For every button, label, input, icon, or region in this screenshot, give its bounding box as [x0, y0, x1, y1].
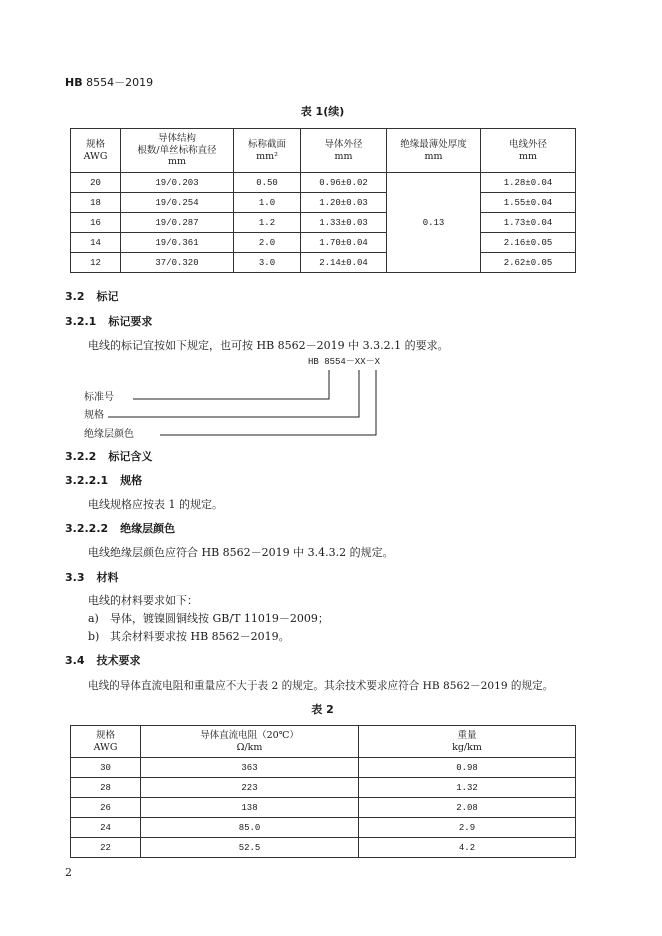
header-line: kg/km: [452, 741, 482, 753]
section-heading-3-2-2-1: [65, 474, 142, 488]
marking-code: HB 8554－XX－X: [308, 357, 381, 367]
table-1-caption: 表 1(续): [300, 105, 345, 118]
cell-resistance: 363: [141, 758, 359, 778]
paragraph-marking-rule: 电线的标记宜按如下规定，也可按 HB 8562－2019 中 3.3.2.1 的要求。: [88, 339, 449, 352]
cell-awg: 26: [71, 798, 141, 818]
cell-awg: 16: [71, 213, 121, 233]
header-line: 规格: [95, 730, 115, 741]
cell-wire-od: 1.55±0.04: [481, 193, 576, 213]
cell-wire-od: 1.28±0.04: [481, 173, 576, 193]
list-marker: b): [88, 630, 100, 643]
header-line: AWG: [93, 741, 118, 753]
header-line: 标称截面: [247, 139, 286, 150]
standard-prefix: HB: [65, 76, 83, 89]
cell-resistance: 138: [141, 798, 359, 818]
header-line: 重量: [457, 730, 477, 741]
header-awg: [71, 726, 141, 758]
cell-conductor-od: 0.96±0.02: [301, 173, 387, 193]
paragraph-materials-intro: 电线的材料要求如下：: [88, 594, 198, 607]
header-line: mm: [518, 150, 538, 162]
section-title: 绝缘层颜色: [120, 522, 176, 535]
section-number: 3.2.2: [65, 450, 97, 463]
leader-line-specification: [108, 370, 359, 417]
cell-structure: 19/0.254: [121, 193, 234, 213]
table-2-caption: 表 2: [311, 703, 334, 716]
paragraph-specification: 电线规格应按表 1 的规定。: [88, 498, 223, 511]
cell-weight: 2.08: [359, 798, 576, 818]
list-item-text: 导体，镀镍圆铜线按 GB/T 11019－2009；: [110, 612, 329, 625]
cell-area: 1.2: [234, 213, 301, 233]
header-line: mm: [424, 150, 443, 162]
header-line: 规格: [85, 139, 105, 150]
cell-awg: 18: [71, 193, 121, 213]
cell-wire-od: 1.73±0.04: [481, 213, 576, 233]
cell-area: 0.50: [234, 173, 301, 193]
page-number: 2: [65, 866, 72, 879]
label-specification: 规格: [84, 410, 104, 421]
cell-area: 1.0: [234, 193, 301, 213]
cell-awg: 30: [71, 758, 141, 778]
cell-structure: 37/0.320: [121, 253, 234, 273]
cell-conductor-od: 2.14±0.04: [301, 253, 387, 273]
header-weight: [359, 726, 576, 758]
header-line: 导体直流电阻（20℃）: [200, 730, 299, 741]
section-number: 3.4: [65, 654, 85, 667]
table-row: [71, 778, 576, 798]
header-line: mm: [167, 156, 187, 168]
table-row: [71, 798, 576, 818]
list-item: [88, 630, 290, 644]
section-title: 标记要求: [108, 315, 153, 328]
cell-structure: 19/0.287: [121, 213, 234, 233]
section-title: 标记含义: [108, 450, 153, 463]
section-number: 3.2.2.2: [65, 522, 109, 535]
header-line: AWG: [83, 150, 108, 162]
cell-structure: 19/0.203: [121, 173, 234, 193]
section-title: 规格: [120, 474, 143, 487]
cell-resistance: 85.0: [141, 818, 359, 838]
header-line: 根数/单丝标称直径: [137, 144, 217, 156]
header-line: mm²: [256, 150, 278, 162]
cell-resistance: 52.5: [141, 838, 359, 858]
cell-weight: 2.9: [359, 818, 576, 838]
cell-conductor-od: 1.70±0.04: [301, 233, 387, 253]
leader-line-standard-number: [133, 370, 329, 399]
header-line: 导体结构: [157, 133, 196, 145]
section-number: 3.2.1: [65, 315, 97, 328]
cell-area: 3.0: [234, 253, 301, 273]
cell-wire-od: 2.62±0.05: [481, 253, 576, 273]
cell-weight: 1.32: [359, 778, 576, 798]
cell-wire-od: 2.16±0.05: [481, 233, 576, 253]
cell-weight: 4.2: [359, 838, 576, 858]
list-item-text: 其余材料要求按 HB 8562－2019。: [110, 630, 290, 643]
cell-awg: 14: [71, 233, 121, 253]
header-line: mm: [334, 150, 353, 162]
section-title: 标记: [96, 290, 119, 303]
cell-awg: 24: [71, 818, 141, 838]
label-standard-number: 标准号: [84, 392, 114, 403]
paragraph-technical-requirements: 电线的导体直流电阻和重量应不大于表 2 的规定。其余技术要求应符合 HB 8562－2019 的规定。: [88, 680, 554, 692]
header-line: Ω/km: [236, 741, 263, 753]
standard-number: 8554－2019: [86, 76, 154, 89]
header-line: 导体外径: [324, 139, 363, 150]
cell-resistance: 223: [141, 778, 359, 798]
header-resistance: [141, 726, 359, 758]
list-item: [88, 612, 329, 626]
label-insulation-color: 绝缘层颜色: [84, 429, 134, 440]
cell-conductor-od: 1.20±0.03: [301, 193, 387, 213]
section-heading-3-4: [65, 654, 141, 668]
cell-awg: 20: [71, 173, 121, 193]
cell-weight: 0.98: [359, 758, 576, 778]
table-row: [71, 818, 576, 838]
table-2: [70, 725, 576, 858]
leader-line-insulation-color: [160, 370, 376, 435]
table-header-row: [71, 726, 576, 758]
section-heading-3-2-2: [65, 450, 152, 464]
table-row: [71, 838, 576, 858]
cell-awg: 22: [71, 838, 141, 858]
cell-structure: 19/0.361: [121, 233, 234, 253]
section-title: 材料: [96, 571, 119, 584]
section-number: 3.2.2.1: [65, 474, 109, 487]
cell-awg: 12: [71, 253, 121, 273]
section-title: 技术要求: [96, 654, 141, 667]
section-number: 3.3: [65, 571, 85, 584]
list-marker: a): [88, 612, 99, 625]
cell-area: 2.0: [234, 233, 301, 253]
cell-awg: 28: [71, 778, 141, 798]
cell-insulation-thickness: 0.13: [387, 173, 481, 273]
header-line: 电线外径: [508, 139, 547, 150]
header-line: 绝缘最薄处厚度: [400, 139, 467, 150]
paragraph-insulation-color: 电线绝缘层颜色应符合 HB 8562－2019 中 3.4.3.2 的规定。: [88, 546, 394, 559]
section-number: 3.2: [65, 290, 85, 303]
section-heading-3-2-2-2: [65, 522, 175, 536]
table-row: [71, 758, 576, 778]
section-heading-3-3: [65, 571, 119, 585]
cell-conductor-od: 1.33±0.03: [301, 213, 387, 233]
